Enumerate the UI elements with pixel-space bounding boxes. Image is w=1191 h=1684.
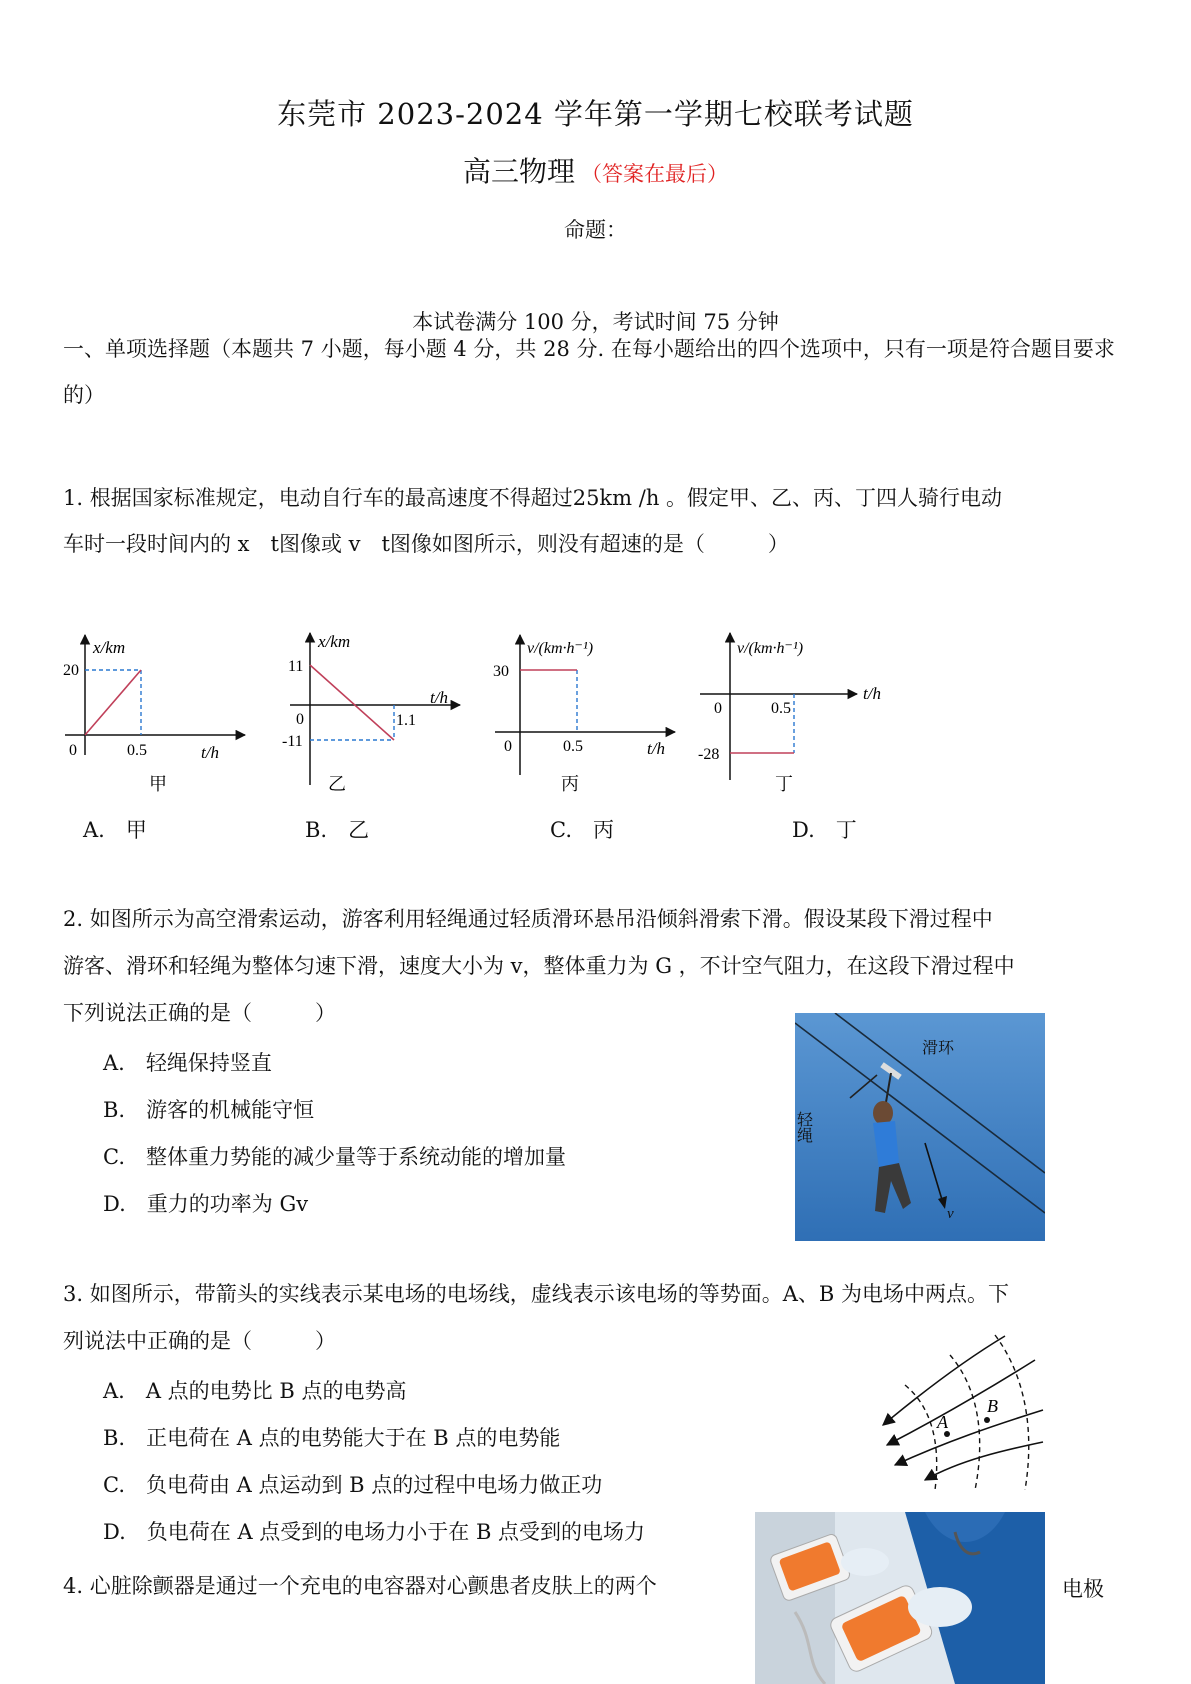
origin: 0 — [504, 738, 512, 755]
q4-stem-tail: 电极 — [1062, 1577, 1104, 1601]
q2-option-d[interactable]: D. 重力的功率为 Gv — [103, 1192, 309, 1216]
q4-stem-line1: 4. 心脏除颤器是通过一个充电的电容器对心颤患者皮肤上的两个 — [63, 1574, 657, 1598]
q2-stem-line1: 2. 如图所示为高空滑索运动，游客利用轻绳通过轻质滑环悬吊沿倾斜滑索下滑。假设某段下滑过程中 — [63, 907, 993, 931]
q3-stem-line2: 列说法中正确的是（ ） — [63, 1329, 336, 1353]
label-v: v — [947, 1206, 954, 1222]
author-label: 命题： — [564, 218, 627, 242]
exam-note: 本试卷满分 100 分，考试时间 75 分钟 — [412, 310, 779, 334]
defibrillator-photo — [755, 1512, 1045, 1684]
origin: 0 — [296, 711, 304, 728]
x-tick: 1.1 — [396, 712, 416, 729]
q2-option-a[interactable]: A. 轻绳保持竖直 — [103, 1051, 272, 1075]
x-label: t/h — [201, 743, 219, 762]
label-a: A — [937, 1412, 948, 1432]
graph-caption: 乙 — [328, 774, 346, 794]
q2-option-b[interactable]: B. 游客的机械能守恒 — [103, 1098, 315, 1122]
x-label: t/h — [430, 688, 448, 707]
zipline-photo — [795, 1013, 1045, 1241]
graph-line — [85, 670, 141, 735]
graph-caption: 甲 — [149, 774, 167, 794]
subject-title — [0, 150, 1191, 190]
q2-stem-line3: 下列说法正确的是（ ） — [63, 1001, 336, 1025]
y-tick: -28 — [698, 746, 720, 763]
origin: 0 — [69, 742, 77, 759]
subject-name: 高三物理 — [462, 155, 575, 188]
y-label: v/(km·h⁻¹) — [527, 640, 594, 657]
x-tick: 0.5 — [771, 700, 791, 717]
y-top-tick: 11 — [288, 658, 304, 675]
graph-ding — [695, 625, 895, 800]
q1-option-d[interactable]: D. 丁 — [792, 818, 857, 842]
y-label: x/km — [318, 632, 351, 651]
y-tick: 20 — [63, 662, 79, 679]
label-b: B — [987, 1396, 998, 1416]
q3-option-b[interactable]: B. 正电荷在 A 点的电势能大于在 B 点的电势能 — [103, 1426, 561, 1450]
y-tick: 30 — [493, 663, 509, 680]
y-label: x/km — [93, 638, 126, 657]
x-tick: 0.5 — [563, 738, 583, 755]
exam-title: 东莞市 2023-2024 学年第一学期七校联考试题 — [277, 97, 914, 131]
q2-stem-line2: 游客、滑环和轻绳为整体匀速下滑，速度大小为 v，整体重力为 G ，不计空气阻力，在这段下滑过程中 — [63, 954, 1015, 978]
q1-option-a[interactable]: A. 甲 — [83, 818, 147, 842]
q1-option-b[interactable]: B. 乙 — [305, 818, 370, 842]
q2-option-c[interactable]: C. 整体重力势能的减少量等于系统动能的增加量 — [103, 1145, 566, 1169]
graph-caption: 丙 — [561, 774, 579, 794]
y-bottom-tick: -11 — [282, 733, 303, 750]
y-label: v/(km·h⁻¹) — [737, 640, 804, 657]
q3-option-c[interactable]: C. 负电荷由 A 点运动到 B 点的过程中电场力做正功 — [103, 1473, 603, 1497]
q3-stem-line1: 3. 如图所示，带箭头的实线表示某电场的电场线，虚线表示该电场的等势面。A、B 为电场中两点。下 — [63, 1282, 1009, 1306]
graph-yi — [270, 625, 470, 800]
q1-option-c[interactable]: C. 丙 — [550, 818, 614, 842]
q1-stem-line1: 1. 根据国家标准规定，电动自行车的最高速度不得超过25km /h 。假定甲、乙、丙、丁四人骑行电动 — [63, 486, 1003, 510]
label-rope: 轻绳 — [795, 1111, 812, 1143]
label-ring: 滑环 — [922, 1040, 955, 1057]
graph-line — [310, 665, 394, 740]
graph-caption: 丁 — [775, 774, 793, 794]
x-tick: 0.5 — [127, 742, 147, 759]
graph-bing — [485, 625, 685, 800]
graph-jia — [55, 625, 255, 800]
q3-option-a[interactable]: A. A 点的电势比 B 点的电势高 — [103, 1379, 407, 1403]
section-heading: 一、单项选择题（本题共 7 小题，每小题 4 分，共 28 分. 在每小题给出的四个选项中，只有一项是符合题目要求的） — [63, 337, 1115, 407]
origin: 0 — [714, 700, 722, 717]
answer-note: （答案在最后） — [581, 162, 728, 186]
x-label: t/h — [863, 684, 881, 703]
q3-option-d[interactable]: D. 负电荷在 A 点受到的电场力小于在 B 点受到的电场力 — [103, 1520, 646, 1544]
q1-stem-line2: 车时一段时间内的 x t图像或 v t图像如图所示，则没有超速的是（ ） — [63, 532, 789, 556]
field-diagram — [865, 1330, 1045, 1490]
x-label: t/h — [647, 739, 665, 758]
